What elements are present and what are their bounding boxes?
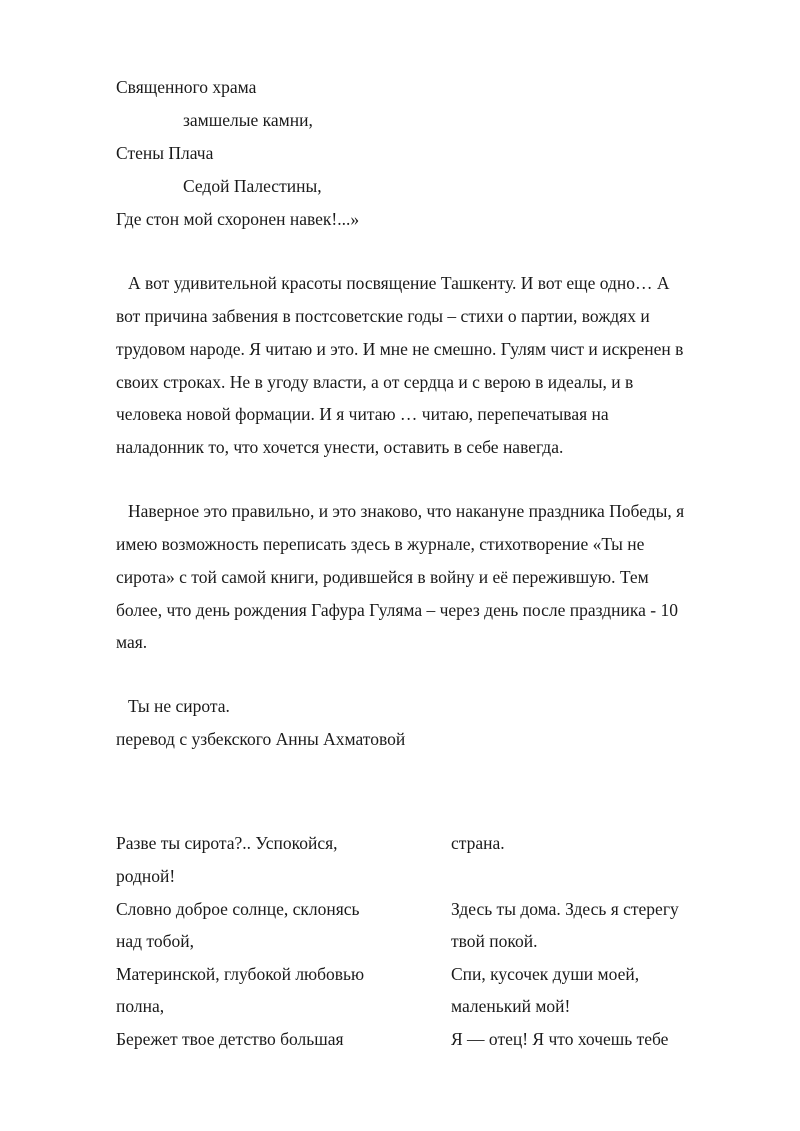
paragraph-line: трудовом народе. Я читаю и это. И мне не смешно. Гулям чист и искренен в — [116, 339, 684, 359]
paragraph-line: Наверное это правильно, и это знаково, что накануне праздника Победы, я — [128, 501, 685, 521]
poem-line: маленький мой! — [451, 996, 571, 1016]
poem-line: родной! — [116, 866, 176, 886]
paragraph-line: имею возможность переписать здесь в журнале, стихотворение «Ты не — [116, 534, 645, 554]
poem-intro-line: Священного храма — [116, 77, 257, 97]
poem-title: Ты не сирота. — [128, 696, 230, 716]
poem-intro-line: Седой Палестины, — [183, 176, 322, 196]
paragraph-line: А вот удивительной красоты посвящение Ташкенту. И вот еще одно… А — [128, 273, 670, 293]
poem-intro-line: Где стон мой схоронен навек!...» — [116, 209, 360, 229]
poem-line: Разве ты сирота?.. Успокойся, — [116, 833, 338, 853]
paragraph-line: человека новой формации. И я читаю … читаю, перепечатывая на — [116, 404, 609, 424]
paragraph-line: вот причина забвения в постсоветские годы – стихи о партии, вождях и — [116, 306, 650, 326]
paragraph-line: более, что день рождения Гафура Гуляма – через день после праздника - 10 — [116, 600, 678, 620]
poem-intro-line: замшелые камни, — [183, 110, 313, 130]
translation-note: перевод с узбекского Анны Ахматовой — [116, 729, 406, 749]
paragraph-line: мая. — [116, 632, 148, 652]
poem-line: над тобой, — [116, 931, 194, 951]
poem-line: Бережет твое детство большая — [116, 1029, 344, 1049]
poem-line: Я — отец! Я что хочешь тебе — [451, 1029, 669, 1049]
poem-line: страна. — [451, 833, 505, 853]
poem-line: Словно доброе солнце, склонясь — [116, 899, 360, 919]
poem-line: полна, — [116, 996, 165, 1016]
paragraph-line: наладонник то, что хочется унести, оставить в себе навегда. — [116, 437, 564, 457]
paragraph-line: своих строках. Не в угоду власти, а от сердца и с верою в идеалы, и в — [116, 372, 634, 392]
poem-intro-line: Стены Плача — [116, 143, 214, 163]
poem-line: Материнской, глубокой любовью — [116, 964, 365, 984]
paragraph-line: сирота» с той самой книги, родившейся в войну и её пережившую. Тем — [116, 567, 649, 587]
poem-line: Спи, кусочек души моей, — [451, 964, 640, 984]
poem-line: Здесь ты дома. Здесь я стерегу — [451, 899, 679, 919]
poem-line: твой покой. — [451, 931, 538, 951]
